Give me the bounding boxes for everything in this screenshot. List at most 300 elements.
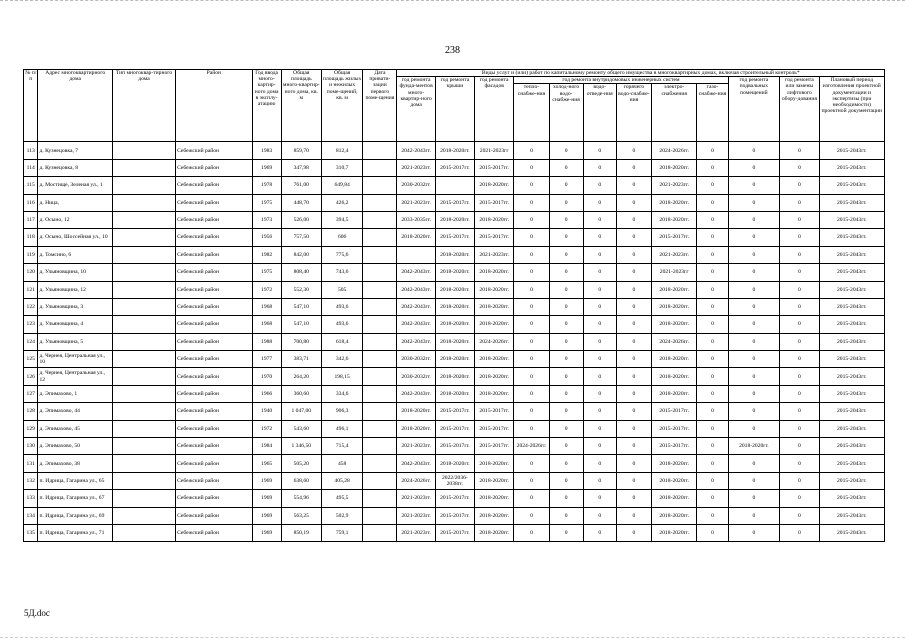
cell-district: Себежский район [176, 264, 253, 281]
cell-year: 1972 [252, 420, 281, 437]
cell-gas: 0 [697, 194, 728, 211]
cell-cold-water: 0 [549, 368, 583, 385]
cell-plan: 2015-2043гг. [819, 420, 884, 437]
cell-roof: 2015-2017гг. [435, 194, 474, 211]
cell-area-living: 458 [321, 455, 362, 472]
cell-fund: 2021-2023гг. [397, 159, 435, 176]
cell-address: п. Идрица, Гагарина ул., 71 [38, 525, 112, 542]
cell-roof: 2015-2017гг. [435, 403, 474, 420]
cell-privatization [363, 194, 397, 211]
cell-district: Себежский район [176, 507, 253, 524]
cell-year: 1977 [252, 351, 281, 368]
cell-drain: 0 [583, 385, 616, 402]
cell-fund: 2042-2043гг. [397, 333, 435, 350]
cell-address: д. Эпимахово, 45 [38, 420, 112, 437]
table-row [24, 194, 885, 211]
cell-drain: 0 [583, 455, 616, 472]
cell-number: 132 [24, 472, 38, 489]
cell-year: 1983 [252, 142, 281, 159]
cell-plan: 2015-2043гг. [819, 229, 884, 246]
cell-hot-water: 0 [616, 490, 651, 507]
cell-address: д. Ульяновщина, 4 [38, 316, 112, 333]
cell-district: Себежский район [176, 142, 253, 159]
cell-area-total: 383,71 [281, 351, 321, 368]
cell-elevator: 0 [780, 525, 819, 542]
cell-type [112, 194, 175, 211]
cell-plan: 2015-2043гг. [819, 333, 884, 350]
cell-plan: 2015-2043гг. [819, 177, 884, 194]
cell-electric: 2018-2020гг. [651, 159, 697, 176]
cell-address: д. Ульяновщина, 12 [38, 281, 112, 298]
cell-privatization [363, 159, 397, 176]
cell-basement: 0 [728, 281, 780, 298]
cell-district: Себежский район [176, 246, 253, 263]
table-row [24, 229, 885, 246]
cell-address: д. Эпимахово, 1 [38, 385, 112, 402]
col-basement: год ремонта подвальных помещений [728, 77, 780, 142]
cell-basement: 0 [728, 142, 780, 159]
cell-area-living: 334,6 [321, 385, 362, 402]
table-row [24, 420, 885, 437]
cell-drain: 0 [583, 316, 616, 333]
col-heat: тепло-снабже-ния [514, 84, 549, 142]
cell-fund: 2021-2023гг. [397, 194, 435, 211]
cell-drain: 0 [583, 159, 616, 176]
cell-number: 115 [24, 177, 38, 194]
cell-year: 1988 [252, 333, 281, 350]
cell-basement: 0 [728, 420, 780, 437]
cell-year: 1968 [252, 298, 281, 315]
cell-type [112, 490, 175, 507]
cell-year: 1978 [252, 177, 281, 194]
cell-district: Себежский район [176, 420, 253, 437]
cell-fund [397, 246, 435, 263]
cell-number: 126 [24, 368, 38, 385]
cell-electric: 2018-2020гг. [651, 281, 697, 298]
cell-basement: 0 [728, 211, 780, 228]
cell-fund: 2042-2043гг. [397, 455, 435, 472]
cell-electric: 2018-2020гг. [651, 211, 697, 228]
cell-area-total: 552,30 [281, 281, 321, 298]
cell-facade: 2018-2020гг. [475, 455, 514, 472]
cell-type [112, 264, 175, 281]
cell-year: 1966 [252, 385, 281, 402]
cell-facade: 2021-2023гг. [475, 246, 514, 263]
cell-drain: 0 [583, 368, 616, 385]
cell-cold-water: 0 [549, 177, 583, 194]
cell-year: 1982 [252, 246, 281, 263]
cell-electric: 2021-2023гг [651, 264, 697, 281]
cell-electric: 2021-2023гг. [651, 246, 697, 263]
cell-address: п. Идрица, Гагарина ул., 67 [38, 490, 112, 507]
cell-elevator: 0 [780, 420, 819, 437]
cell-roof: 2018-2020гг. [435, 368, 474, 385]
cell-gas: 0 [697, 281, 728, 298]
cell-fund: 2021-2023гг. [397, 507, 435, 524]
cell-cold-water: 0 [549, 229, 583, 246]
cell-electric: 2018-2020гг. [651, 490, 697, 507]
cell-roof: 2015-2017гг. [435, 159, 474, 176]
cell-heat: 0 [514, 351, 549, 368]
cell-privatization [363, 525, 397, 542]
table-row [24, 159, 885, 176]
cell-area-living: 342,6 [321, 351, 362, 368]
cell-number: 122 [24, 298, 38, 315]
cell-basement: 0 [728, 246, 780, 263]
cell-electric: 2015-2017гг. [651, 420, 697, 437]
cell-heat: 0 [514, 507, 549, 524]
cell-gas: 0 [697, 298, 728, 315]
cell-heat: 0 [514, 298, 549, 315]
cell-hot-water: 0 [616, 420, 651, 437]
cell-electric: 2018-2020гг. [651, 472, 697, 489]
cell-electric: 2018-2020гг. [651, 368, 697, 385]
cell-hot-water: 0 [616, 333, 651, 350]
cell-address: д. Мостище, Зеленая ул., 1 [38, 177, 112, 194]
cell-hot-water: 0 [616, 472, 651, 489]
cell-area-total: 638,60 [281, 472, 321, 489]
cell-elevator: 0 [780, 455, 819, 472]
capital-repair-table [23, 69, 885, 542]
cell-heat: 0 [514, 385, 549, 402]
cell-roof: 2015-2017гг. [435, 490, 474, 507]
cell-privatization [363, 438, 397, 455]
cell-fund: 2042-2043гг. [397, 281, 435, 298]
cell-plan: 2015-2043гг. [819, 194, 884, 211]
cell-cold-water: 0 [549, 507, 583, 524]
cell-privatization [363, 472, 397, 489]
cell-area-living: 426,2 [321, 194, 362, 211]
cell-elevator: 0 [780, 368, 819, 385]
cell-district: Себежский район [176, 403, 253, 420]
cell-area-living: 759,1 [321, 525, 362, 542]
cell-address: д. Эпимахово, 44 [38, 403, 112, 420]
cell-facade: 2018-2020гг. [475, 211, 514, 228]
cell-year: 1968 [252, 316, 281, 333]
col-services-group: Виды услуг и (или) работ по капитальному ремонту общего имущества в многоквартирных домах, включая строительный контроль* [397, 70, 885, 77]
cell-cold-water: 0 [549, 211, 583, 228]
cell-fund: 2030-2032гг. [397, 368, 435, 385]
table-row [24, 264, 885, 281]
cell-gas: 0 [697, 333, 728, 350]
cell-roof: 2018-2020гг. [435, 142, 474, 159]
cell-gas: 0 [697, 403, 728, 420]
cell-type [112, 281, 175, 298]
cell-address: п. Идрица, Гагарина ул., 65 [38, 472, 112, 489]
cell-cold-water: 0 [549, 194, 583, 211]
cell-gas: 0 [697, 351, 728, 368]
cell-year: 1969 [252, 525, 281, 542]
cell-drain: 0 [583, 142, 616, 159]
cell-type [112, 525, 175, 542]
cell-heat: 0 [514, 333, 549, 350]
cell-district: Себежский район [176, 333, 253, 350]
cell-electric: 2021-2023гг. [651, 177, 697, 194]
cell-basement: 0 [728, 472, 780, 489]
cell-fund: 2018-2020гг. [397, 229, 435, 246]
cell-heat: 0 [514, 472, 549, 489]
cell-cold-water: 0 [549, 403, 583, 420]
cell-cold-water: 0 [549, 264, 583, 281]
page-number: 238 [445, 45, 460, 56]
cell-privatization [363, 455, 397, 472]
cell-number: 117 [24, 211, 38, 228]
cell-cold-water: 0 [549, 490, 583, 507]
cell-area-total: 554,96 [281, 490, 321, 507]
cell-address: д. Чернея, Центральная ул., 12 [38, 368, 112, 385]
col-area-total: Общая площадь много-квартир-ного дома, кв. м [281, 70, 321, 142]
cell-facade: 2018-2020гг. [475, 368, 514, 385]
cell-hot-water: 0 [616, 194, 651, 211]
cell-district: Себежский район [176, 229, 253, 246]
cell-drain: 0 [583, 490, 616, 507]
cell-facade: 2018-2020гг. [475, 385, 514, 402]
cell-year: 1969 [252, 490, 281, 507]
cell-number: 118 [24, 229, 38, 246]
col-district: Район [176, 70, 253, 142]
cell-plan: 2015-2043гг. [819, 472, 884, 489]
cell-drain: 0 [583, 525, 616, 542]
cell-heat: 0 [514, 159, 549, 176]
cell-area-total: 360,60 [281, 385, 321, 402]
table-row [24, 403, 885, 420]
cell-district: Себежский район [176, 368, 253, 385]
cell-fund: 2021-2023гг. [397, 438, 435, 455]
cell-drain: 0 [583, 403, 616, 420]
cell-elevator: 0 [780, 507, 819, 524]
cell-cold-water: 0 [549, 281, 583, 298]
table-row [24, 177, 885, 194]
table-row [24, 333, 885, 350]
cell-year: 1940 [252, 403, 281, 420]
cell-electric: 2018-2020гг. [651, 351, 697, 368]
cell-privatization [363, 281, 397, 298]
cell-area-total: 547,10 [281, 316, 321, 333]
cell-electric: 2015-2017гг. [651, 229, 697, 246]
cell-privatization [363, 403, 397, 420]
cell-number: 116 [24, 194, 38, 211]
cell-type [112, 351, 175, 368]
cell-privatization [363, 316, 397, 333]
col-electric: электро-снабжения [651, 84, 697, 142]
col-address: Адрес многоквартирного дома [38, 70, 112, 142]
cell-year: 1969 [252, 507, 281, 524]
table-row [24, 211, 885, 228]
table-row [24, 246, 885, 263]
cell-area-total: 850,19 [281, 525, 321, 542]
cell-number: 124 [24, 333, 38, 350]
cell-area-living: 743,6 [321, 264, 362, 281]
table-row [24, 281, 885, 298]
cell-district: Себежский район [176, 298, 253, 315]
cell-area-living: 496,1 [321, 420, 362, 437]
cell-facade: 2018-2020гг. [475, 298, 514, 315]
cell-roof: 2018-2020гг. [435, 385, 474, 402]
cell-district: Себежский район [176, 438, 253, 455]
cell-type [112, 246, 175, 263]
cell-drain: 0 [583, 177, 616, 194]
cell-area-total: 1 047,00 [281, 403, 321, 420]
cell-facade: 2018-2020гг. [475, 281, 514, 298]
cell-area-living: 394,5 [321, 211, 362, 228]
cell-privatization [363, 229, 397, 246]
col-hot-water: горячего водо-снабже-ния [616, 84, 651, 142]
cell-area-total: 1 346,50 [281, 438, 321, 455]
cell-electric: 2018-2020гг. [651, 455, 697, 472]
cell-privatization [363, 246, 397, 263]
cell-heat: 0 [514, 368, 549, 385]
cell-year: 1965 [252, 455, 281, 472]
cell-number: 135 [24, 525, 38, 542]
table-row [24, 438, 885, 455]
cell-privatization [363, 368, 397, 385]
cell-gas: 0 [697, 385, 728, 402]
cell-roof: 2018-2020гг. [435, 455, 474, 472]
cell-district: Себежский район [176, 316, 253, 333]
cell-privatization [363, 385, 397, 402]
cell-number: 123 [24, 316, 38, 333]
cell-elevator: 0 [780, 438, 819, 455]
col-type: Тип многоквар-тирного дома [112, 70, 175, 142]
cell-hot-water: 0 [616, 229, 651, 246]
cell-number: 114 [24, 159, 38, 176]
col-no: № п/п [24, 70, 38, 142]
col-gas: газо-снабже-ния [697, 84, 728, 142]
cell-area-living: 906,3 [321, 403, 362, 420]
cell-district: Себежский район [176, 472, 253, 489]
cell-cold-water: 0 [549, 420, 583, 437]
cell-roof: 2018-2020гг. [435, 211, 474, 228]
cell-area-total: 547,10 [281, 298, 321, 315]
cell-area-total: 448,70 [281, 194, 321, 211]
cell-drain: 0 [583, 438, 616, 455]
cell-type [112, 403, 175, 420]
cell-address: д. Эпимахово, 38 [38, 455, 112, 472]
table-row [24, 525, 885, 542]
cell-facade: 2015-2017гг. [475, 438, 514, 455]
cell-roof: 2018-2020гг. [435, 298, 474, 315]
col-cold-water: холод-ного водо-снабже-ния [549, 84, 583, 142]
cell-roof: 2018-2020гг. [435, 246, 474, 263]
cell-elevator: 0 [780, 298, 819, 315]
cell-privatization [363, 490, 397, 507]
cell-cold-water: 0 [549, 385, 583, 402]
cell-elevator: 0 [780, 264, 819, 281]
table-row [24, 142, 885, 159]
cell-electric: 2018-2020гг. [651, 525, 697, 542]
cell-number: 128 [24, 403, 38, 420]
cell-roof: 2018-2020гг. [435, 316, 474, 333]
cell-basement: 0 [728, 333, 780, 350]
cell-plan: 2015-2043гг. [819, 211, 884, 228]
table-row [24, 490, 885, 507]
cell-district: Себежский район [176, 490, 253, 507]
cell-gas: 0 [697, 490, 728, 507]
cell-type [112, 455, 175, 472]
cell-heat: 0 [514, 177, 549, 194]
cell-area-total: 543,60 [281, 420, 321, 437]
cell-privatization [363, 420, 397, 437]
cell-address: д. Кузнецовка, 7 [38, 142, 112, 159]
cell-privatization [363, 351, 397, 368]
cell-plan: 2015-2043гг. [819, 159, 884, 176]
cell-cold-water: 0 [549, 246, 583, 263]
cell-number: 131 [24, 455, 38, 472]
cell-hot-water: 0 [616, 298, 651, 315]
cell-elevator: 0 [780, 177, 819, 194]
cell-type [112, 385, 175, 402]
cell-cold-water: 0 [549, 298, 583, 315]
cell-plan: 2015-2043гг. [819, 525, 884, 542]
cell-privatization [363, 142, 397, 159]
cell-drain: 0 [583, 472, 616, 489]
cell-area-living: 198,15 [321, 368, 362, 385]
cell-privatization [363, 211, 397, 228]
col-systems-group: год ремонта внутридомовых инженерных систем [514, 77, 728, 84]
cell-elevator: 0 [780, 316, 819, 333]
cell-elevator: 0 [780, 229, 819, 246]
cell-area-total: 264,20 [281, 368, 321, 385]
cell-elevator: 0 [780, 211, 819, 228]
cell-type [112, 507, 175, 524]
cell-area-living: 310,7 [321, 159, 362, 176]
cell-area-total: 700,80 [281, 333, 321, 350]
cell-fund: 2030-2032гг. [397, 351, 435, 368]
cell-facade: 2024-2026гг. [475, 333, 514, 350]
cell-elevator: 0 [780, 333, 819, 350]
cell-gas: 0 [697, 177, 728, 194]
cell-roof: 2015-2017гг. [435, 507, 474, 524]
cell-year: 1975 [252, 194, 281, 211]
cell-gas: 0 [697, 420, 728, 437]
cell-facade: 2018-2020гг. [475, 316, 514, 333]
cell-hot-water: 0 [616, 264, 651, 281]
col-facade: год ремонта фасадов [475, 77, 514, 142]
cell-privatization [363, 264, 397, 281]
cell-district: Себежский район [176, 525, 253, 542]
cell-type [112, 211, 175, 228]
table-row [24, 455, 885, 472]
cell-plan: 2015-2043гг. [819, 438, 884, 455]
cell-area-living: 405,28 [321, 472, 362, 489]
cell-district: Себежский район [176, 159, 253, 176]
cell-elevator: 0 [780, 142, 819, 159]
cell-number: 130 [24, 438, 38, 455]
cell-basement: 0 [728, 385, 780, 402]
col-drain: водо-отведе-ния [583, 84, 616, 142]
cell-address: д. Ульяновщина, 5 [38, 333, 112, 350]
cell-roof: 2015-2017гг. [435, 229, 474, 246]
table-row [24, 298, 885, 315]
cell-privatization [363, 177, 397, 194]
cell-heat: 0 [514, 194, 549, 211]
cell-address: д. Ульяновщина, 10 [38, 264, 112, 281]
table-row [24, 507, 885, 524]
cell-plan: 2015-2043гг. [819, 403, 884, 420]
cell-plan: 2015-2043гг. [819, 316, 884, 333]
cell-fund: 2042-2043гг. [397, 298, 435, 315]
cell-area-total: 757,50 [281, 229, 321, 246]
cell-basement: 0 [728, 403, 780, 420]
cell-drain: 0 [583, 264, 616, 281]
cell-heat: 0 [514, 264, 549, 281]
cell-drain: 0 [583, 211, 616, 228]
cell-district: Себежский район [176, 351, 253, 368]
cell-year: 1969 [252, 472, 281, 489]
cell-fund: 2030-2032гг. [397, 177, 435, 194]
cell-drain: 0 [583, 420, 616, 437]
cell-electric: 2018-2020гг. [651, 316, 697, 333]
